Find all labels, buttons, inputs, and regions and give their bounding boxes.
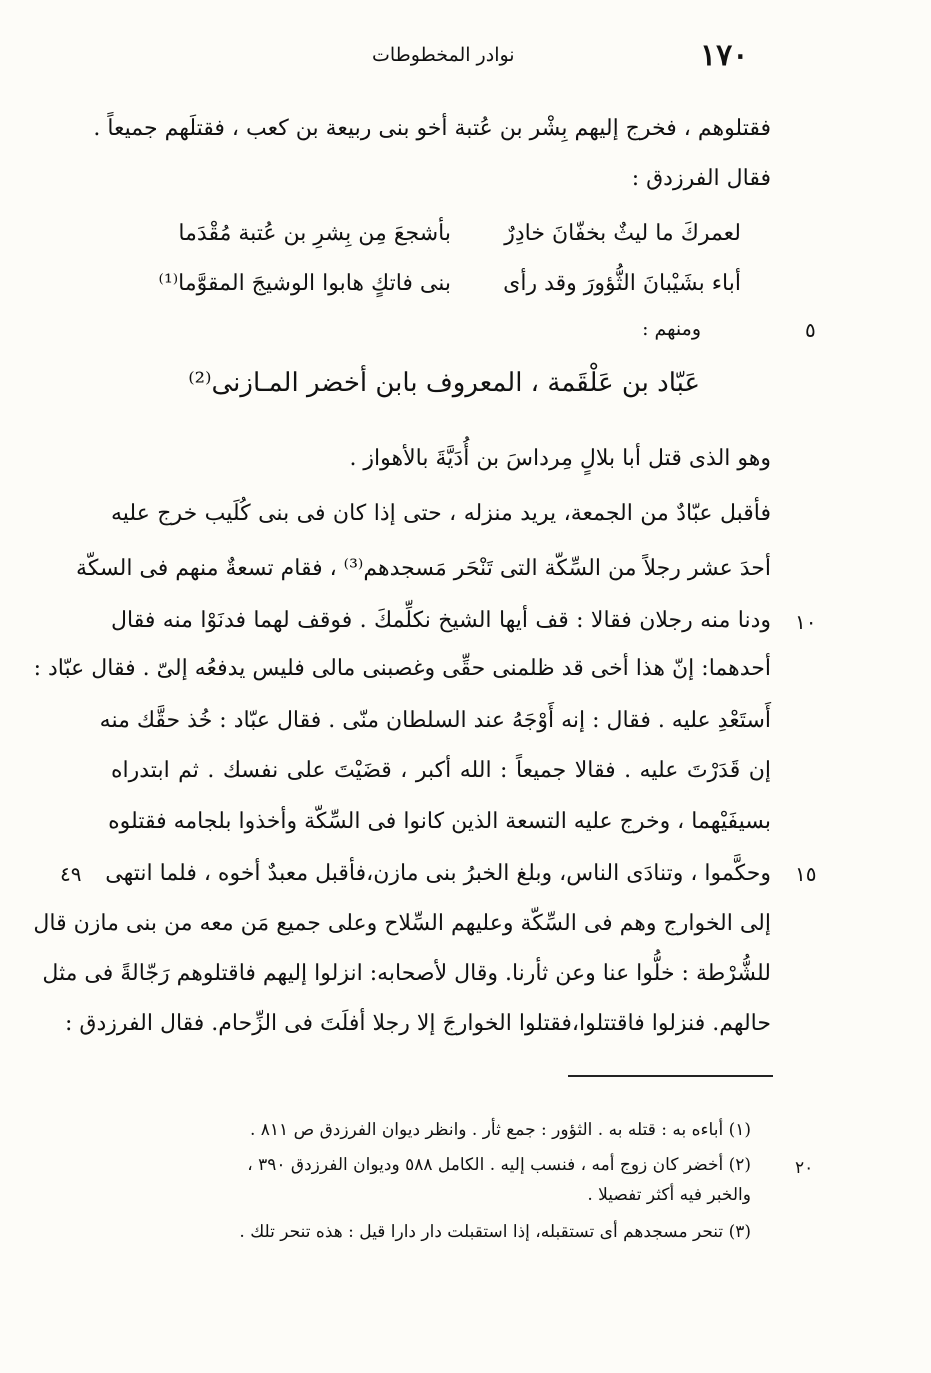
- text-line: وحكَّموا ، وتنادَى الناس، وبلغ الخبرُ بنى مازن،فأقبل معبدٌ أخوه ، فلما انتهى: [105, 861, 771, 886]
- verse-hemistich: بنى فاتكٍ هابوا الوشيجَ المقوَّما⁽¹⁾: [158, 271, 451, 296]
- line-number: ٥: [805, 318, 816, 342]
- footnote: (٣) تنحر مسجدهم أى تستقبله، إذا استقبلت دار دارا قيل : هذه تنحر تلك .: [239, 1222, 751, 1242]
- verse-hemistich: أباء بشَيْبانَ الثُّؤورَ وقد رأى: [503, 271, 741, 296]
- text-line: فقتلوهم ، فخرج إليهم بِشْر بن عُتبة أخو بنى ربيعة بن كعب ، فقتلَهم جميعاً .: [93, 116, 771, 141]
- text-line: وهو الذى قتل أبا بلالٍ مِرداسَ بن أُدَيَّةَ بالأهواز .: [349, 446, 771, 471]
- text-line: فقال الفرزدق :: [631, 166, 771, 191]
- verse-hemistich: لعمركَ ما ليثٌ بخفّانَ خادِرٌ: [504, 221, 741, 246]
- footnote: والخبر فيه أكثر تفصيلا .: [587, 1185, 751, 1205]
- text-line: ودنا منه رجلان فقالا : قف أيها الشيخ نكلِّمكَ . فوقف لهما فدنَوْا منه فقال: [111, 608, 771, 633]
- text-line: أحدَ عشر رجلاً من السِّكّة التى تَنْحَر مَسجدهم⁽³⁾ ، فقام تسعةٌ منهم فى السكّة: [76, 556, 771, 581]
- text-line: بسيفَيْهما ، وخرج عليه التسعة الذين كانوا فى السِّكّة وأخذوا بلجامه فقتلوه: [108, 809, 771, 834]
- running-title: نوادر المخطوطات: [372, 44, 515, 66]
- verse-hemistich: بأشجعَ مِن بِشرِ بن عُتبة مُقْدَما: [178, 221, 451, 246]
- text-line: فأقبل عبّادٌ من الجمعة، يريد منزله ، حتى إذا كان فى بنى كُلَيب خرج عليه: [111, 501, 771, 526]
- line-number: ١٥: [795, 862, 817, 886]
- line-number: ١٠: [795, 610, 817, 634]
- footnote: (٢) أخضر كان زوج أمه ، فنسب إليه . الكامل ٥٨٨ وديوان الفرزدق ٣٩٠ ،: [247, 1155, 751, 1175]
- text-line: حالهم. فنزلوا فاقتتلوا،فقتلوا الخوارجَ إلا رجلا أفلَتَ فى الزِّحام. فقال الفرزدق :: [65, 1011, 771, 1036]
- text-line: إلى الخوارج وهم فى السِّكّة وعليهم السِّلاح وعلى جميع مَن معه من بنى مازن قال: [33, 911, 771, 936]
- page-number: ١٧٠: [700, 38, 749, 73]
- line-number: ٢٠: [795, 1158, 814, 1178]
- text-line: ومنهم :: [642, 318, 701, 340]
- section-heading: عَبّاد بن عَلْقَمة ، المعروف بابن أخضر المـازنى⁽²⁾: [188, 368, 700, 398]
- margin-page-number: ٤٩: [60, 862, 82, 886]
- footnote: (١) أباءه به : قتله به . الثؤور : جمع ثأر . وانظر ديوان الفرزدق ص ٨١١ .: [249, 1120, 751, 1140]
- text-line: للشُّرْطة : خلُّوا عنا وعن ثأرنا. وقال لأصحابه: انزلوا إليهم فاقتلوهم رَجّالةً فى مثل: [42, 961, 771, 986]
- text-line: أحدهما: إنّ هذا أخى قد ظلمنى حقِّى وغصبنى مالى فليس يدفعُه إلىّ . فقال عبّاد :: [33, 656, 771, 681]
- text-line: أَستَعْدِ عليه . فقال : إنه أَوْجَهُ عند السلطان منّى . فقال عبّاد : خُذ حقَّك منه: [99, 708, 771, 733]
- footnote-rule: [568, 1075, 773, 1077]
- text-line: إن قَدَرْتَ عليه . فقالا جميعاً : الله أكبر ، قضَيْتَ على نفسك . ثم ابتدراه: [111, 758, 771, 783]
